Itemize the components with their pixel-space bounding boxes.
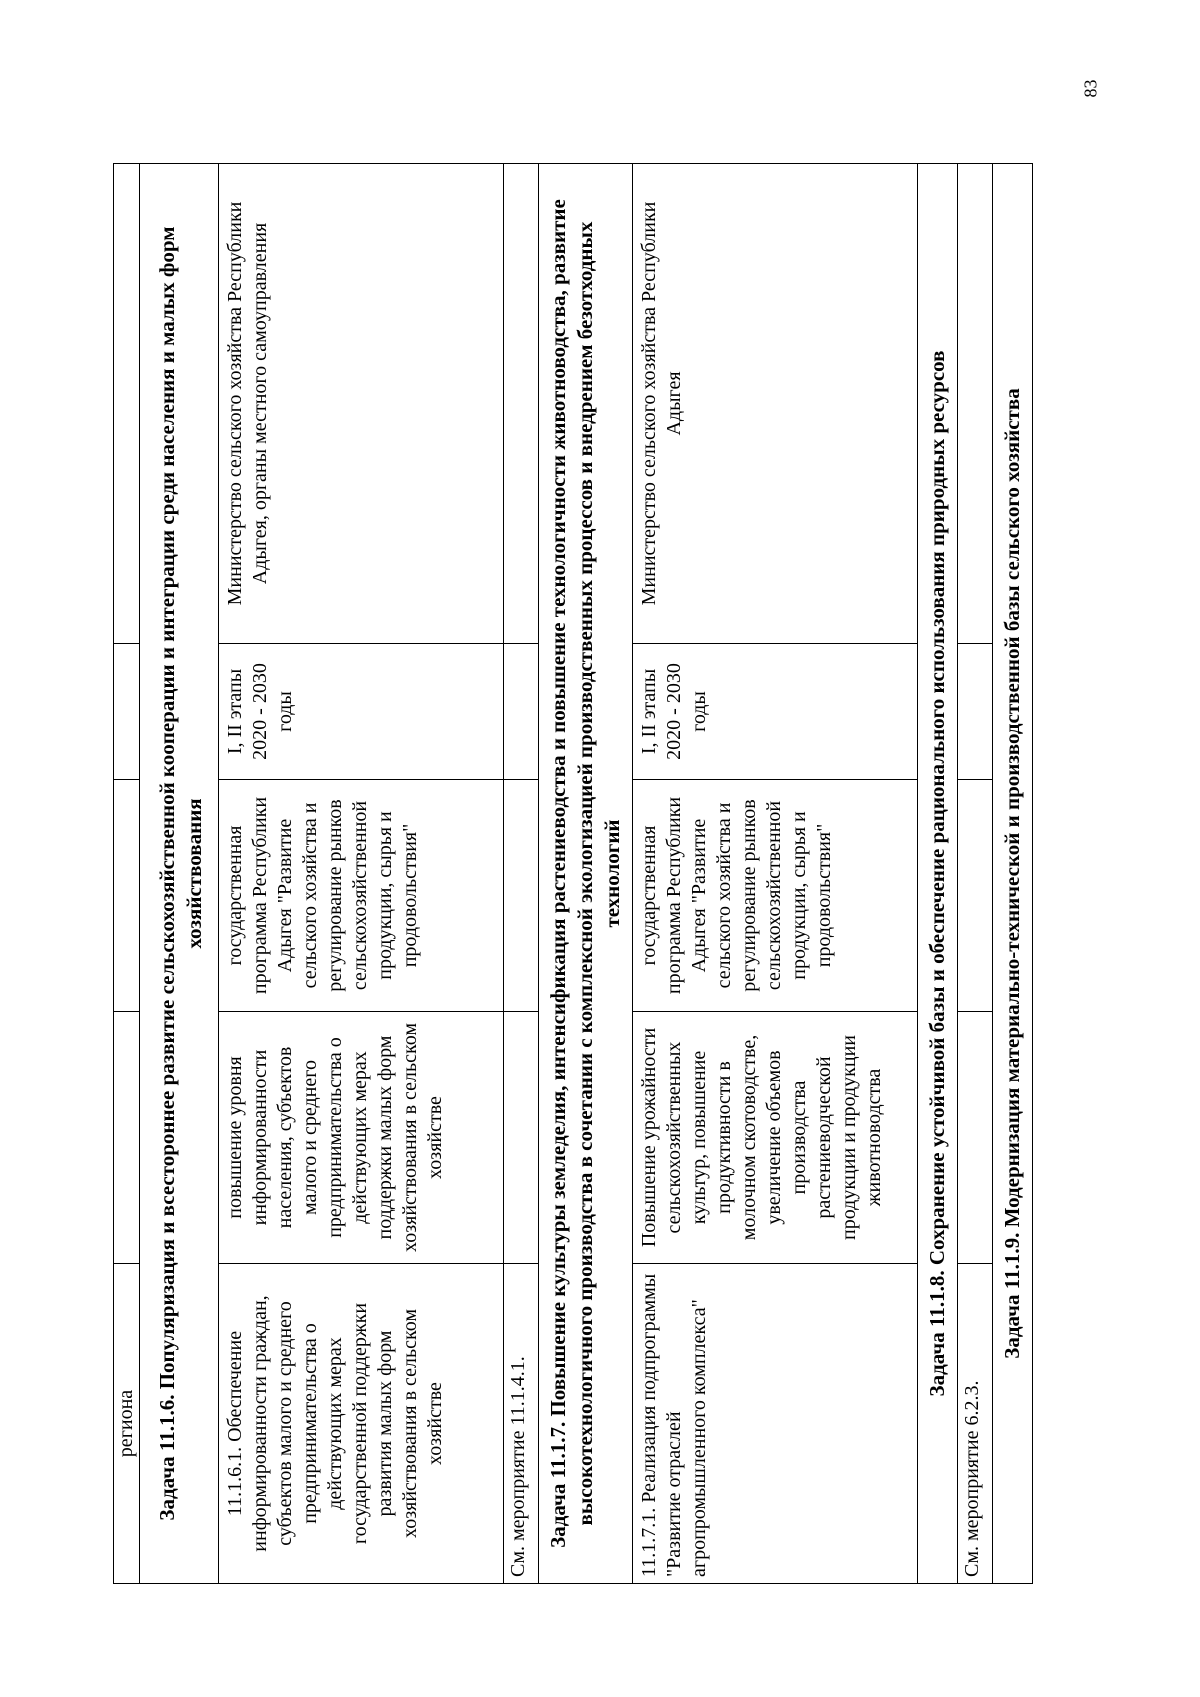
result-cell: повышение уровня информированности населения, субъектов малого и среднего предпринимательства о действующих мерах поддержки малых форм хозяйствования в сельском хозяйстве xyxy=(219,1012,504,1264)
empty-cell xyxy=(958,164,993,644)
empty-cell xyxy=(504,644,539,780)
see-measure-cell: См. мероприятие 6.2.3. xyxy=(958,1264,993,1584)
task-11-1-6: Задача 11.1.6. Популяризация и всестороннее развитие сельскохозяйственной кооперации и интеграции среди населения и малых форм хозяйствования xyxy=(140,164,219,1584)
period-cell: I, II этапы 2020 - 2030 годы xyxy=(633,644,918,780)
measures-table xyxy=(113,163,1033,1584)
header-empty-cell xyxy=(114,780,140,1012)
see-measure-cell: См. мероприятие 11.1.4.1. xyxy=(504,1264,539,1584)
header-empty-cell xyxy=(114,164,140,644)
rotated-table-container xyxy=(113,164,1073,1584)
task-11-1-8: Задача 11.1.8. Сохранение устойчивой базы и обеспечение рационального использования природных ресурсов xyxy=(918,164,958,1584)
measure-cell: 11.1.7.1. Реализация подпрограммы "Развитие отраслей агропромышленного комплекса" xyxy=(633,1264,918,1584)
header-empty-cell xyxy=(114,644,140,780)
header-empty-cell xyxy=(114,1012,140,1264)
task-11-1-9: Задача 11.1.9. Модернизация материально-технической и производственной базы сельского хозяйства xyxy=(993,164,1033,1584)
see-measure-row xyxy=(504,164,539,1584)
see-measure-row xyxy=(958,164,993,1584)
measure-cell: 11.1.6.1. Обеспечение информированности граждан, субъектов малого и среднего предпринимательства о действующих мерах государственной поддержки развития малых форм хозяйствования в сельском хозяйстве xyxy=(219,1264,504,1584)
empty-cell xyxy=(958,780,993,1012)
task-row xyxy=(539,164,633,1584)
task-11-1-7: Задача 11.1.7. Повышение культуры земледелия, интенсификация растениеводства и повышение технологичности животноводства, развитие высокотехнологичного производства в сочетании с комплексной экологизацией производственных процессов и внедрением безотходных технологий xyxy=(539,164,633,1584)
table-row xyxy=(219,164,504,1584)
table-row xyxy=(633,164,918,1584)
task-row xyxy=(918,164,958,1584)
empty-cell xyxy=(504,164,539,644)
task-row xyxy=(140,164,219,1584)
header-row xyxy=(114,164,140,1584)
program-cell: государственная программа Республики Адыгея "Развитие сельского хозяйства и регулирование рынков сельскохозяйственной продукции, сырья и продовольствия" xyxy=(633,780,918,1012)
page-number: 83 xyxy=(1080,79,1101,98)
period-cell: I, II этапы 2020 - 2030 годы xyxy=(219,644,504,780)
result-cell: Повышение урожайности сельскохозяйственных культур, повышение продуктивности в молочном скотоводстве, увеличение объемов производства растениеводческой продукции и продукции животноводства xyxy=(633,1012,918,1264)
executor-cell: Министерство сельского хозяйства Республики Адыгея, органы местного самоуправления xyxy=(219,164,504,644)
empty-cell xyxy=(958,1012,993,1264)
program-cell: государственная программа Республики Адыгея "Развитие сельского хозяйства и регулирование рынков сельскохозяйственной продукции, сырья и продовольствия" xyxy=(219,780,504,1012)
task-row xyxy=(993,164,1033,1584)
empty-cell xyxy=(504,780,539,1012)
empty-cell xyxy=(958,644,993,780)
header-cell: региона xyxy=(114,1264,140,1584)
executor-cell: Министерство сельского хозяйства Республики Адыгея xyxy=(633,164,918,644)
empty-cell xyxy=(504,1012,539,1264)
